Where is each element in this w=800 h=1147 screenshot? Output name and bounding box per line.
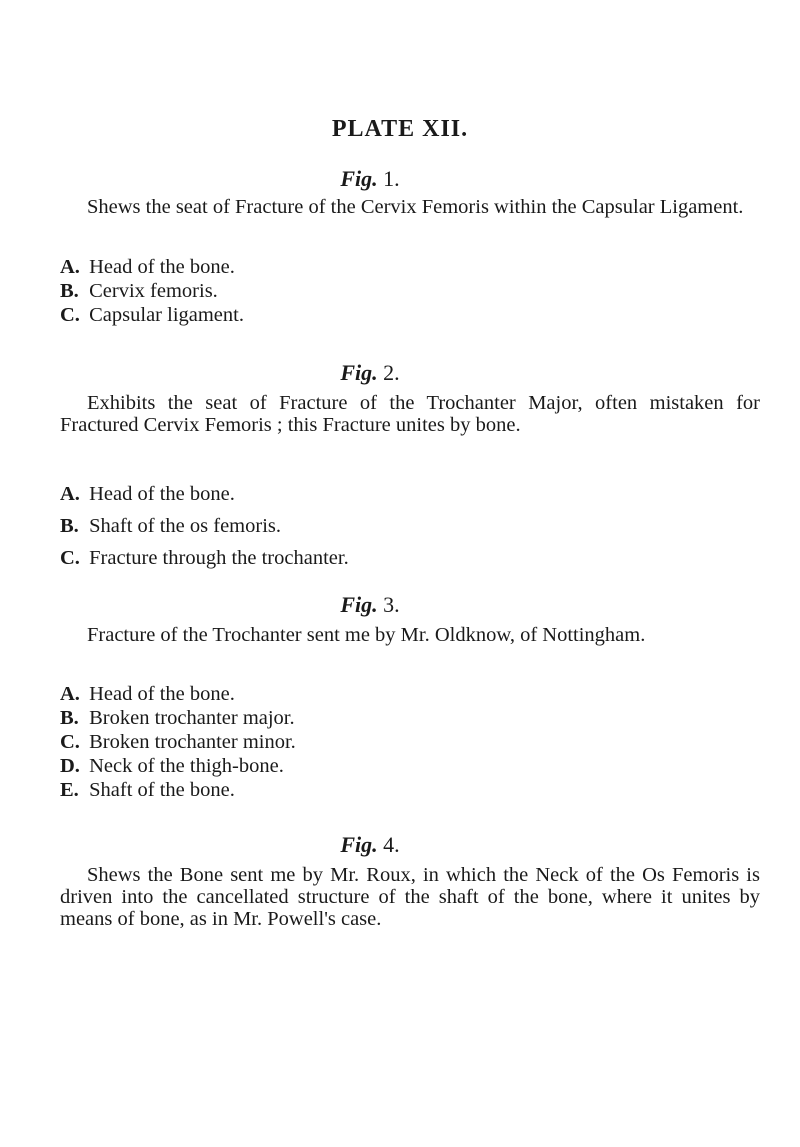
figure-1-legend [60,255,760,327]
legend-item [60,279,760,303]
plate-title: PLATE XII. [331,116,469,142]
figure-2-label: Fig. [340,360,378,385]
legend-item [60,730,760,754]
legend-text: Head of the bone. [89,683,235,705]
figure-1-description: Shews the seat of Fracture of the Cervix Femoris within the Capsular Ligament. [87,196,744,218]
legend-item [60,478,760,510]
legend-text: Neck of the thigh-bone. [89,755,284,777]
figure-1-label: Fig. [340,166,378,191]
legend-item [60,706,760,730]
legend-text: Shaft of the os femoris. [89,515,281,537]
legend-text: Head of the bone. [89,483,235,505]
legend-item [60,510,760,542]
legend-text: Broken trochanter major. [89,707,295,729]
legend-item [60,778,760,802]
legend-item [60,682,760,706]
figure-2-heading [0,360,740,386]
legend-text: Cervix femoris. [89,280,218,302]
legend-item [60,255,760,279]
figure-4-description: Shews the Bone sent me by Mr. Roux, in which the Neck of the Os Femoris is driven into the cancellated structure of the shaft of the bone, where it unites by means of bone, as in Mr. Powell's case. [60,864,760,930]
legend-item [60,754,760,778]
figure-2-legend [60,478,760,574]
legend-text: Head of the bone. [89,256,235,278]
figure-4-label: Fig. [340,832,378,857]
figure-1-number: 1. [383,166,400,191]
legend-key: B. [60,515,79,537]
figure-3-heading [0,592,740,618]
legend-key: A. [60,256,80,278]
legend-item [60,542,760,574]
legend-text: Shaft of the bone. [89,779,235,801]
legend-key: A. [60,683,80,705]
figure-2-description: Exhibits the seat of Fracture of the Trochanter Major, often mistaken for Fractured Cervix Femoris ; this Fracture unites by bone. [60,392,760,436]
figure-3-description: Fracture of the Trochanter sent me by Mr. Oldknow, of Nottingham. [87,624,646,646]
legend-key: C. [60,304,80,326]
figure-2-number: 2. [383,360,400,385]
legend-text: Broken trochanter minor. [89,731,296,753]
figure-3-label: Fig. [340,592,378,617]
figure-4-number: 4. [383,832,400,857]
figure-1-heading [0,166,740,192]
legend-key: D. [60,755,80,777]
legend-key: C. [60,547,80,569]
legend-text: Fracture through the trochanter. [89,547,349,569]
legend-item [60,303,760,327]
figure-3-legend [60,682,760,802]
legend-key: B. [60,707,79,729]
legend-text: Capsular ligament. [89,304,244,326]
legend-key: E. [60,779,79,801]
figure-3-number: 3. [383,592,400,617]
figure-4-heading [0,832,740,858]
legend-key: B. [60,280,79,302]
legend-key: A. [60,483,80,505]
legend-key: C. [60,731,80,753]
